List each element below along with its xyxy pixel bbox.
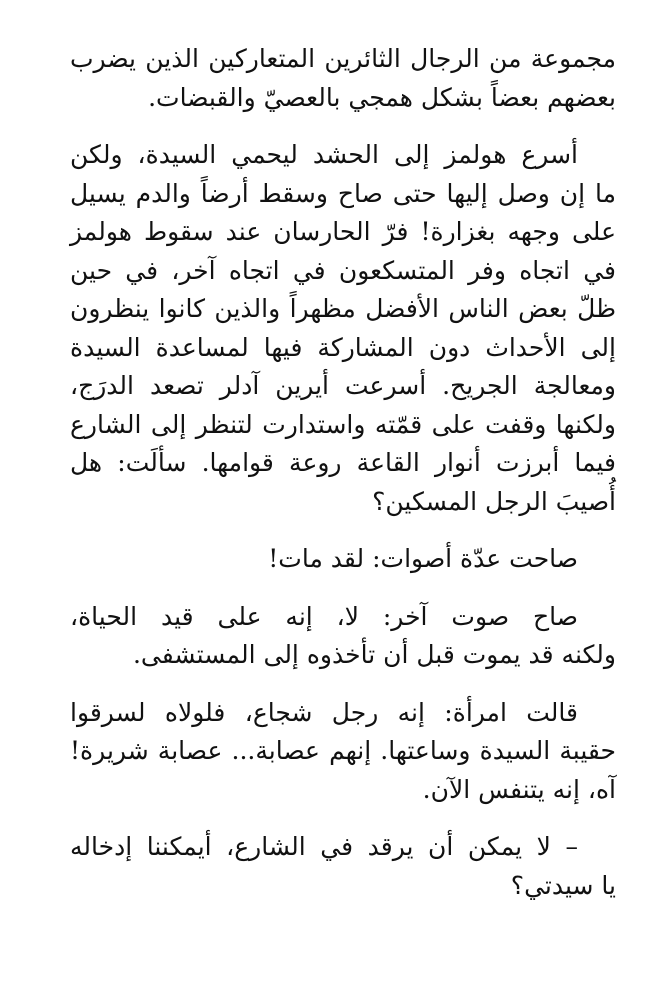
book-page <box>70 40 616 905</box>
text-line: فيما أبرزت أنوار القاعة روعة قوامها. سألَت: هل <box>70 448 616 477</box>
text-line: ومعالجة الجريح. أسرعت أيرين آدلر تصعد الدرَج، <box>70 371 616 400</box>
text-line: مجموعة من الرجال الثائرين المتعاركين الذين يضرب <box>70 44 616 73</box>
paragraph-4 <box>70 598 616 675</box>
text-line: قالت امرأة: إنه رجل شجاع، فلولاه لسرقوا <box>70 697 578 727</box>
paragraph-3 <box>70 540 616 579</box>
text-line: إلى الأحداث دون المشاركة فيها لمساعدة السيدة <box>70 332 616 362</box>
text-line: ظلّ بعض الناس الأفضل مظهراً والذين كانوا ينظرون <box>70 294 616 323</box>
text-line: حقيبة السيدة وساعتها. إنهم عصابة... عصابة شريرة! <box>70 736 616 765</box>
text-line: ولكنها وقفت على قمّته واستدارت لتنظر إلى الشارع <box>70 409 616 439</box>
text-line: أسرع هولمز إلى الحشد ليحمي السيدة، ولكن <box>70 140 578 169</box>
paragraph-gap <box>70 117 616 136</box>
paragraph-6 <box>70 828 616 905</box>
paragraph-gap <box>70 579 616 598</box>
text-line: صاح صوت آخر: لا، إنه على قيد الحياة، <box>70 601 578 631</box>
text-line: على وجهه بغزارة! فرّ الحارسان عند سقوط هولمز <box>70 217 616 246</box>
text-line: يا سيدتي؟ <box>510 870 616 900</box>
paragraph-gap <box>70 809 616 828</box>
paragraph-2 <box>70 136 616 521</box>
text-line: في اتجاه وفر المتسكعون في اتجاه آخر، في حين <box>70 255 616 285</box>
text-line: ما إن وصل إليها حتى صاح وسقط أرضاً والدم يسيل <box>70 178 616 208</box>
text-line: – لا يمكن أن يرقد في الشارع، أيمكننا إدخاله <box>70 832 578 861</box>
text-line: أُصيبَ الرجل المسكين؟ <box>372 486 616 516</box>
text-line: صاحت عدّة أصوات: لقد مات! <box>268 544 578 573</box>
paragraph-gap <box>70 675 616 694</box>
paragraph-gap <box>70 521 616 540</box>
text-line: آه، إنه يتنفس الآن. <box>422 774 616 804</box>
text-line: ولكنه قد يموت قبل أن تأخذوه إلى المستشفى. <box>132 640 616 669</box>
paragraph-1 <box>70 40 616 117</box>
text-line: بعضهم بعضاً بشكل همجي بالعصيّ والقبضات. <box>148 82 616 112</box>
paragraph-5 <box>70 694 616 810</box>
